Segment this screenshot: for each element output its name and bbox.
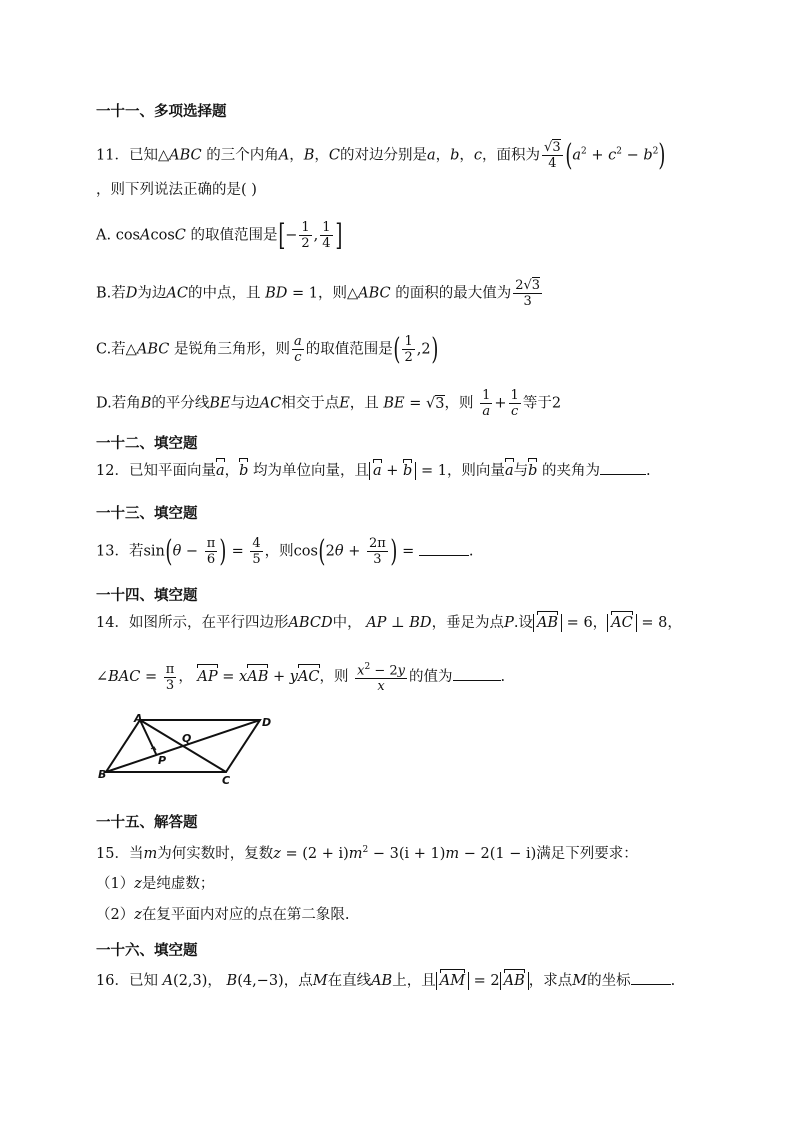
section-heading-14: 一十四、填空题 — [96, 588, 198, 604]
q15-part-1: （1）z是纯虚数； — [96, 876, 215, 892]
section-heading-16: 一十六、填空题 — [96, 943, 198, 959]
section-heading-12: 一十二、填空题 — [96, 436, 198, 452]
label-q: Q — [182, 732, 192, 745]
parallelogram-figure — [96, 712, 286, 790]
q14-stem-line2: ∠BAC = $\frac{\pi}{3}$ ， AP = xAB + yAC，则 $\frac{x^2 - 2y}{x}$ 的值为 . — [96, 661, 506, 695]
label-b: B — [98, 768, 107, 781]
q11-option-b: B.若D为边AC的中点，且 BD = 1，则△ABC 的面积的最大值为 $\frac{2√3}{3}$ — [96, 278, 541, 309]
label-a: A — [134, 712, 143, 725]
q16-stem: 16．已知 A(2,3)， B(4,−3)，点M在直线AB上，且 AM = 2 AB ，求点M的坐标 . — [96, 970, 675, 991]
q15-part-2: （2）z在复平面内对应的点在第二象限. — [96, 907, 350, 923]
q11-stem: 11．已知△ABC 的三个内角A，B，C的对边分别是a，b，c，面积为 $\frac{√3}{4}$ $(a^2 + c^2 - b^2)$ — [96, 137, 666, 173]
q14-stem: 14．如图所示，在平行四边形ABCD中， AP ⊥ BD，垂足为点P.设 AB = 6， AC = 8， — [96, 615, 682, 631]
q11-stem-cont: ，则下列说法正确的是( ) — [96, 182, 257, 198]
section-heading-13: 一十三、填空题 — [96, 506, 198, 522]
q12-answer-blank[interactable] — [600, 460, 646, 475]
q14-answer-blank[interactable] — [453, 666, 501, 681]
q11-option-a: A. cosAcosC 的取值范围是[− $\frac{1}{2}$ , $\frac{1}{4}$ ] — [96, 217, 342, 253]
q12-stem: 12．已知平面向量a，b 均为单位向量，且 a + b = 1，则向量a与b 的夹角为 . — [96, 460, 651, 481]
section-heading-11: 一十一、多项选择题 — [96, 104, 227, 120]
section-heading-15: 一十五、解答题 — [96, 815, 198, 831]
diagonal-bd — [106, 720, 260, 772]
label-c: C — [222, 774, 231, 787]
q16-answer-blank[interactable] — [631, 970, 671, 985]
q11-option-c: C.若△ABC 是锐角三角形，则 $\frac{a}{c}$ 的取值范围是( $\frac{1}{2}$ ,2) — [96, 331, 438, 367]
label-p: P — [158, 754, 167, 767]
q13-stem: 13．若sin(θ − $\frac{\pi}{6}$ ) = $\frac{4}{5}$ ，则cos(2θ + $\frac{2\pi}{3}$ ) = . — [96, 533, 474, 569]
q11-option-d: D.若角B的平分线BE与边AC相交于点E，且 BE = √3，则 $\frac{1}{a}$ + $\frac{1}{c}$ 等于2 — [96, 388, 562, 419]
q15-stem: 15．当m为何实数时，复数$z = (2 + i)m^2 - 3(i + 1)m - 2(1 - i)$满足下列要求： — [96, 845, 638, 862]
sqrt3-over-4: $\frac{√3}{4}$ — [544, 140, 561, 171]
label-d: D — [262, 716, 272, 729]
q13-answer-blank[interactable] — [419, 541, 469, 556]
